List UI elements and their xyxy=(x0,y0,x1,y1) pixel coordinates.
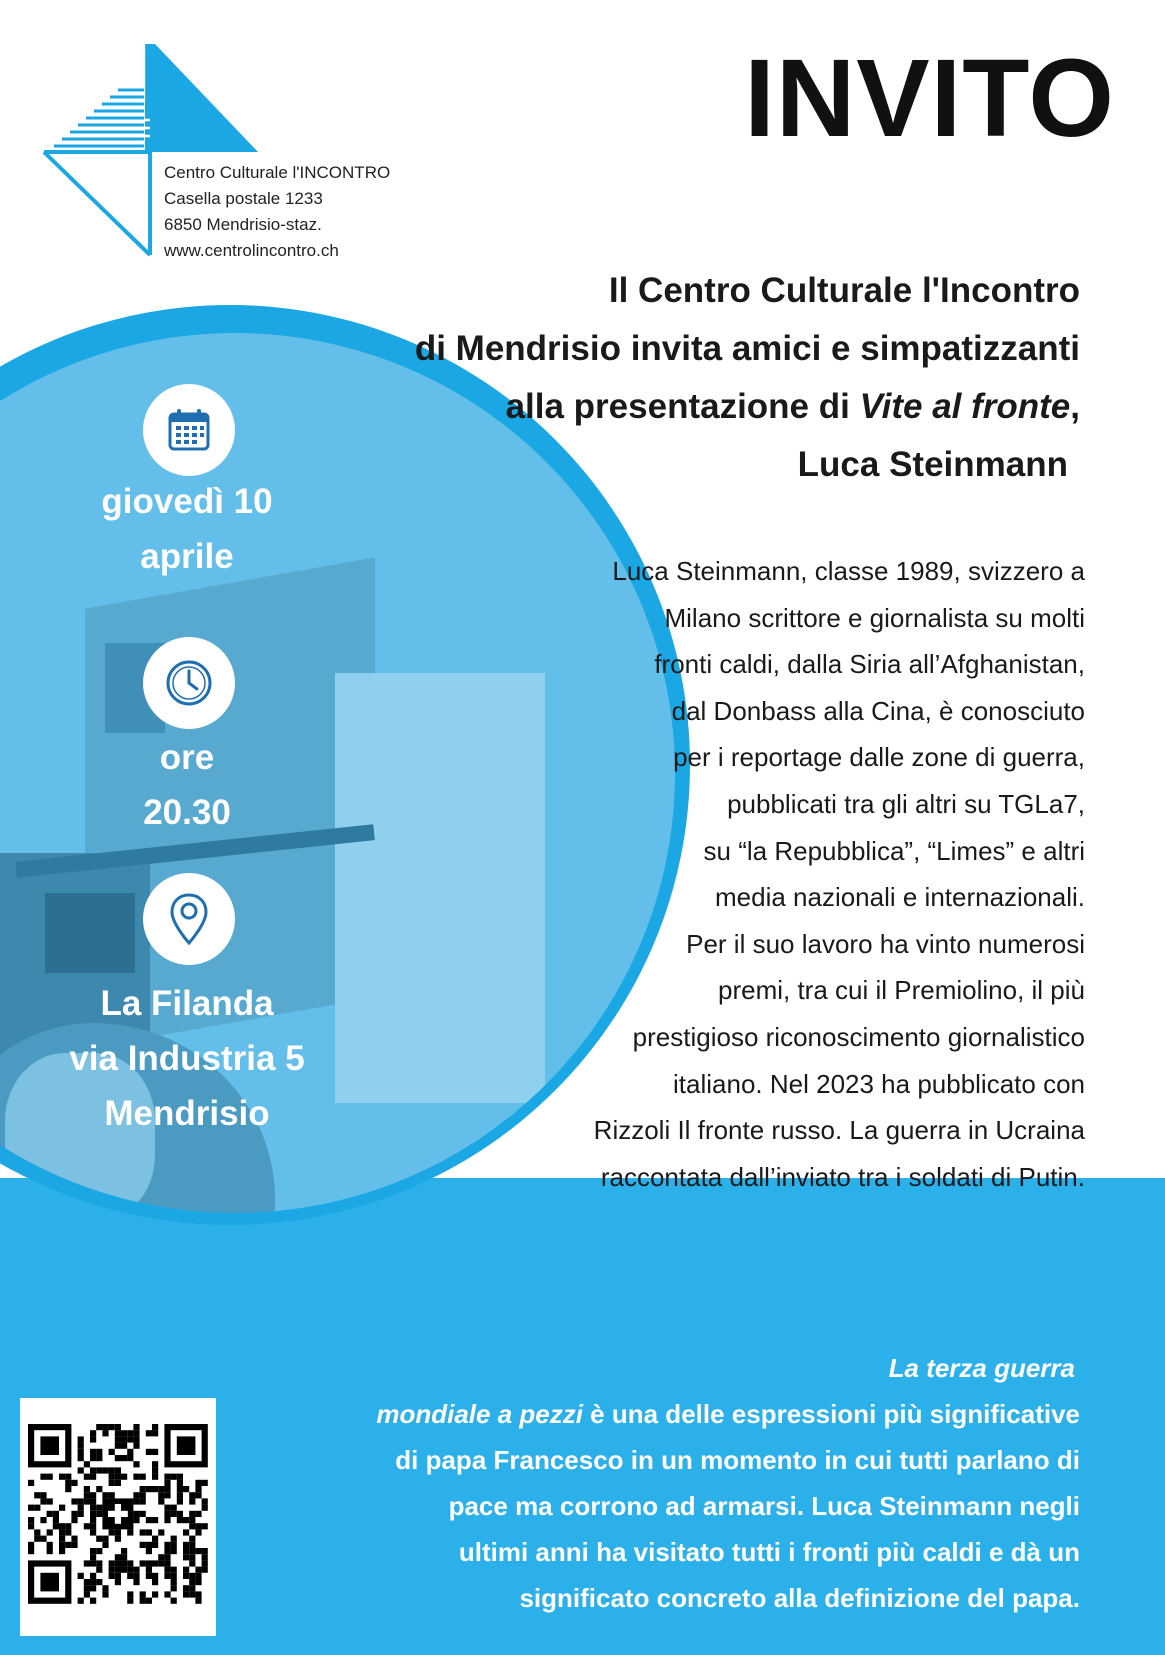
headline-line-3 xyxy=(280,378,1080,436)
event-time-value: 20.30 xyxy=(143,793,231,832)
bio-line: raccontata dall’inviato tra i soldati di Putin. xyxy=(600,1161,1085,1192)
author-name: Luca Steinmann xyxy=(797,445,1068,484)
quote-italic-phrase: mondiale a pezzi xyxy=(376,1399,583,1429)
bio-line: prestigioso riconoscimento giornalistico xyxy=(632,1021,1085,1052)
event-city: Mendrisio xyxy=(104,1094,270,1133)
quote-line-6: significato concreto alla definizione del papa. xyxy=(519,1583,1080,1613)
headline-line-2: di Mendrisio invita amici e simpatizzanti xyxy=(414,329,1080,368)
bio-line: italiano. Nel 2023 ha pubblicato con xyxy=(673,1068,1085,1099)
quote-line-1: La terza guerra xyxy=(888,1353,1075,1383)
bio-line: fronti caldi, dalla Siria all’Afghanistan, xyxy=(654,649,1085,680)
bio-line: Milano scrittore e giornalista su molti xyxy=(664,602,1085,633)
event-date-month: aprile xyxy=(140,537,234,576)
page-title: INVITO xyxy=(744,37,1115,160)
event-location xyxy=(37,976,337,1141)
event-date-day: giovedì 10 xyxy=(101,482,273,521)
bio-line: Per il suo lavoro ha vinto numerosi xyxy=(686,928,1085,959)
calendar-icon-badge xyxy=(143,384,235,476)
bio-line: pubblicati tra gli altri su TGLa7, xyxy=(727,788,1085,819)
event-time-label: ore xyxy=(159,738,215,777)
calendar-icon xyxy=(166,407,212,453)
bio-line: Luca Steinmann, classe 1989, svizzero a xyxy=(612,556,1085,586)
organization-address xyxy=(164,160,390,264)
headline-comma: , xyxy=(1070,387,1080,426)
quote-line-3: di papa Francesco in un momento in cui tutti parlano di xyxy=(395,1445,1080,1475)
bio-line: Rizzoli Il fronte russo. La guerra in Ucraina xyxy=(593,1115,1085,1146)
quote-line-4: pace ma corrono ad armarsi. Luca Steinmann negli xyxy=(448,1491,1080,1521)
organization-city: 6850 Mendrisio-staz. xyxy=(164,215,322,234)
book-title: Vite al fronte xyxy=(859,387,1071,426)
location-icon-badge xyxy=(143,873,235,965)
bio-line: premi, tra cui il Premiolino, il più xyxy=(717,975,1085,1006)
event-time xyxy=(37,730,337,840)
headline-line-1: Il Centro Culturale l'Incontro xyxy=(608,271,1080,310)
organization-website[interactable]: www.centrolincontro.ch xyxy=(164,241,339,260)
headline-prefix: alla presentazione di xyxy=(505,387,860,426)
location-pin-icon xyxy=(167,891,211,947)
clock-icon-badge xyxy=(143,637,235,729)
author-bio xyxy=(445,548,1085,1200)
qr-code-icon xyxy=(20,1398,216,1636)
clock-icon xyxy=(164,658,214,708)
bio-line: dal Donbass alla Cina, è conosciuto xyxy=(671,695,1085,726)
quote-paragraph xyxy=(180,1345,1080,1621)
quote-line-5: ultimi anni ha visitato tutti i fronti più caldi e dà un xyxy=(458,1537,1080,1567)
quote-line-2: è una delle espressioni più significative xyxy=(582,1399,1080,1429)
organization-name: Centro Culturale l'INCONTRO xyxy=(164,163,391,182)
organization-po-box: Casella postale 1233 xyxy=(164,189,323,208)
bio-line: per i reportage dalle zone di guerra, xyxy=(673,742,1085,773)
event-venue: La Filanda xyxy=(100,984,274,1023)
event-street: via Industria 5 xyxy=(69,1039,305,1078)
event-date xyxy=(37,474,337,584)
bio-line: su “la Repubblica”, “Limes” e altri xyxy=(703,835,1085,866)
headline xyxy=(280,262,1080,494)
bio-line: media nazionali e internazionali. xyxy=(714,882,1085,913)
qr-code[interactable] xyxy=(20,1398,216,1636)
photo-window xyxy=(45,893,135,973)
